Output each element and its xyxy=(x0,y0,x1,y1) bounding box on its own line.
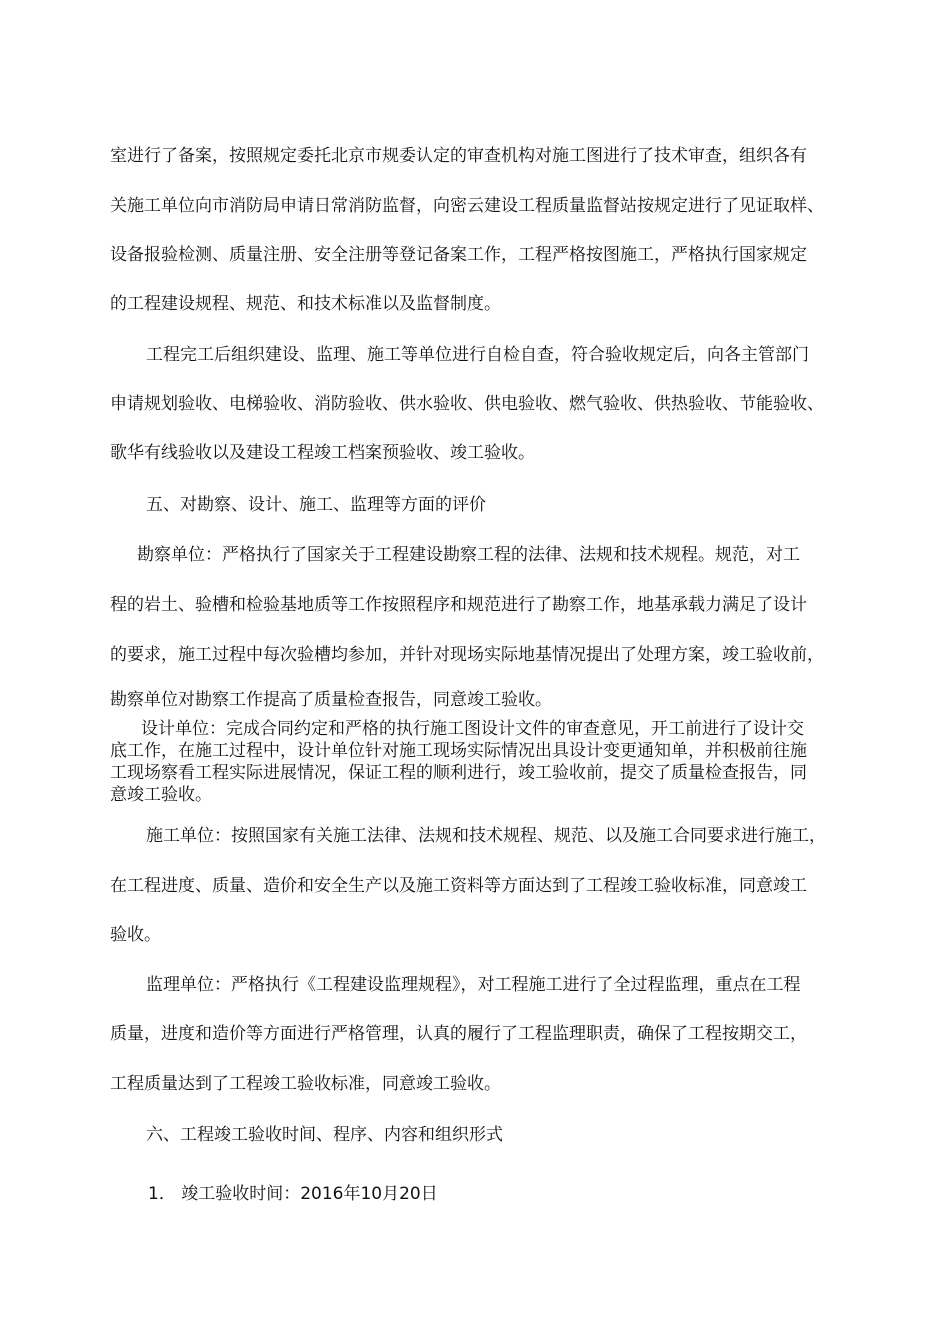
paragraph-line: 工程质量达到了工程竣工验收标准，同意竣工验收。 xyxy=(110,1074,501,1094)
paragraph-line: 监理单位：严格执行《工程建设监理规程》，对工程施工进行了全过程监理，重点在工程 xyxy=(146,975,801,995)
paragraph-line: 施工单位：按照国家有关施工法律、法规和技术规程、规范、以及施工合同要求进行施工， xyxy=(146,826,826,846)
list-item: 1． 竣工验收时间：2016年10月20日 xyxy=(148,1184,438,1204)
section-heading: 五、对勘察、设计、施工、监理等方面的评价 xyxy=(146,495,486,515)
paragraph-line: 歌华有线验收以及建设工程竣工档案预验收、竣工验收。 xyxy=(110,443,535,463)
paragraph-line: 勘察单位：严格执行了国家关于工程建设勘察工程的法律、法规和技术规程。规范，对工 xyxy=(137,545,800,565)
paragraph-line: 工程完工后组织建设、监理、施工等单位进行自检自查，符合验收规定后，向各主管部门 xyxy=(146,345,809,365)
paragraph-line: 室进行了备案，按照规定委托北京市规委认定的审查机构对施工图进行了技术审查，组织各有 xyxy=(110,146,807,166)
paragraph-line: 底工作，在施工过程中，设计单位针对施工现场实际情况出具设计变更通知单，并积极前往施 xyxy=(110,741,807,761)
paragraph-line: 的要求，施工过程中每次验槽均参加，并针对现场实际地基情况提出了处理方案，竣工验收前， xyxy=(110,645,824,665)
paragraph-line: 在工程进度、质量、造价和安全生产以及施工资料等方面达到了工程竣工验收标准，同意竣工 xyxy=(110,876,807,896)
paragraph-line: 关施工单位向市消防局申请日常消防监督，向密云建设工程质量监督站按规定进行了见证取样、 xyxy=(110,196,824,216)
paragraph-line: 程的岩土、验槽和检验基地质等工作按照程序和规范进行了勘察工作，地基承载力满足了设计 xyxy=(110,595,807,615)
paragraph-line: 质量，进度和造价等方面进行严格管理，认真的履行了工程监理职责，确保了工程按期交工， xyxy=(110,1024,807,1044)
section-heading: 六、工程竣工验收时间、程序、内容和组织形式 xyxy=(146,1125,503,1145)
paragraph-line: 设备报验检测、质量注册、安全注册等登记备案工作，工程严格按图施工，严格执行国家规定 xyxy=(110,245,807,265)
paragraph-line: 申请规划验收、电梯验收、消防验收、供水验收、供电验收、燃气验收、供热验收、节能验收、 xyxy=(110,394,824,414)
paragraph-line: 意竣工验收。 xyxy=(110,785,212,805)
paragraph-line: 工现场察看工程实际进展情况，保证工程的顺利进行，竣工验收前，提交了质量检查报告，同 xyxy=(110,763,807,783)
paragraph-line: 验收。 xyxy=(110,925,161,945)
paragraph-line: 勘察单位对勘察工作提高了质量检查报告，同意竣工验收。 xyxy=(110,690,552,710)
paragraph-line: 的工程建设规程、规范、和技术标准以及监督制度。 xyxy=(110,294,501,314)
paragraph-line: 设计单位：完成合同约定和严格的执行施工图设计文件的审查意见，开工前进行了设计交 xyxy=(141,719,804,739)
